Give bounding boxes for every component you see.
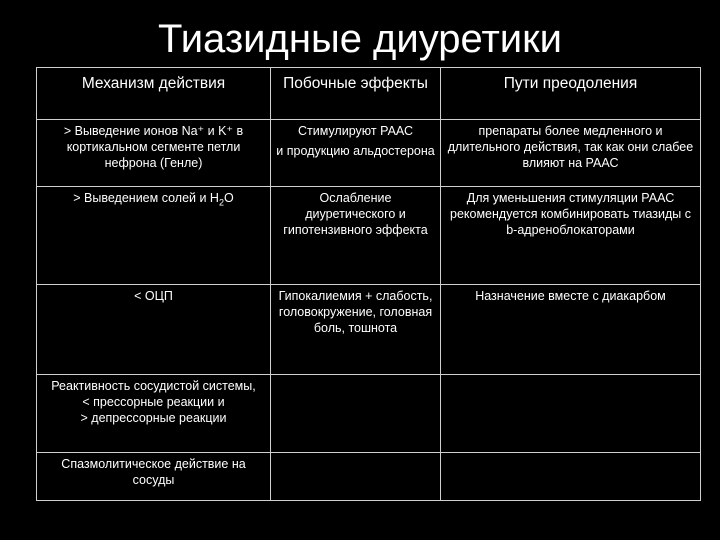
mechanism-text: O xyxy=(223,191,234,205)
cell-ways xyxy=(441,453,701,501)
slide-title: Тиазидные диуретики xyxy=(158,17,562,61)
table-header-row xyxy=(37,68,701,120)
cell-ways: препараты более медленного и длительного действия, так как они слабее влияют на РААС xyxy=(441,120,701,187)
table-row xyxy=(37,187,701,285)
cell-side-effects: Ослабление диуретического и гипотензивного эффекта xyxy=(271,187,441,285)
cell-side-effects: Гипокалиемия + слабость, головокружение, головная боль, тошнота xyxy=(271,285,441,375)
cell-mechanism xyxy=(37,375,271,453)
cell-side-effects xyxy=(271,453,441,501)
table-row xyxy=(37,285,701,375)
table-row xyxy=(37,375,701,453)
cell-mechanism: > Выведение ионов Na⁺ и K⁺ в кортикальном сегменте петли нефрона (Генле) xyxy=(37,120,271,187)
cell-side-effects xyxy=(271,120,441,187)
cell-side-effects xyxy=(271,375,441,453)
side-effects-line: Стимулируют РААС xyxy=(297,124,413,138)
table-row xyxy=(37,120,701,187)
diuretics-table xyxy=(36,67,701,501)
subscript: 2 xyxy=(218,197,224,208)
header-mechanism: Механизм действия xyxy=(37,68,271,120)
cell-ways: Для уменьшения стимуляции РААС рекомендуется комбинировать тиазиды с b-адреноблокаторами xyxy=(441,187,701,285)
table-row xyxy=(37,453,701,501)
cell-mechanism xyxy=(37,187,271,285)
header-ways: Пути преодоления xyxy=(441,68,701,120)
cell-mechanism: Спазмолитическое действие на сосуды xyxy=(37,453,271,501)
mechanism-line: < прессорные реакции и xyxy=(82,395,225,409)
cell-ways: Назначение вместе с диакарбом xyxy=(441,285,701,375)
header-side-effects: Побочные эффекты xyxy=(271,68,441,120)
side-effects-line: и продукцию альдостерона xyxy=(276,144,435,158)
cell-ways xyxy=(441,375,701,453)
cell-mechanism: < ОЦП xyxy=(37,285,271,375)
mechanism-text: > Выведением солей и H xyxy=(73,191,219,205)
mechanism-line: > депрессорные реакции xyxy=(80,411,227,425)
mechanism-line: Реактивность сосудистой системы, xyxy=(51,379,256,393)
